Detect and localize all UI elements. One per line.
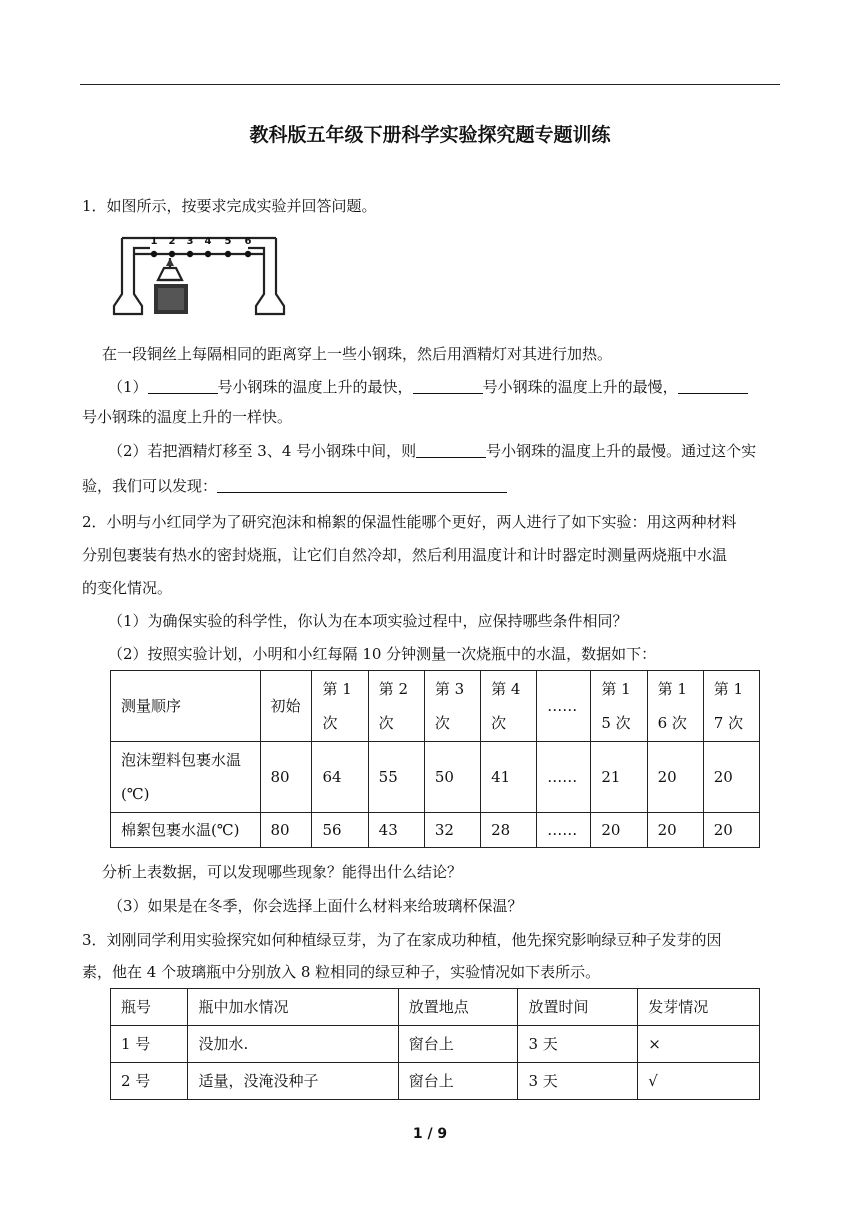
table-row: 棉絮包裹水温(℃) 80 56 43 32 28 …… 20 20 20: [111, 813, 760, 848]
water-temperature-table: [110, 670, 760, 848]
q2-sub3: （3）如果是在冬季，你会选择上面什么材料来给玻璃杯保温？: [108, 897, 523, 915]
bead-label-5: 5: [224, 236, 232, 247]
bead-label-3: 3: [186, 236, 194, 247]
q1-stem: 1．如图所示，按要求完成实验并回答问题。: [82, 197, 377, 215]
table-row: 泡沫塑料包裹水温(℃) 80 64 55 50 41 …… 21 20 20: [111, 742, 760, 813]
table-row: 2 号 适量，没淹没种子 窗台上 3 天 √: [111, 1063, 760, 1100]
q2-stem-line3: 的变化情况。: [82, 579, 173, 597]
q1-sub1-line2: 号小钢珠的温度上升的一样快。: [82, 408, 293, 426]
answer-blank-long[interactable]: [217, 478, 507, 493]
table-row: 1 号 没加水. 窗台上 3 天 ×: [111, 1026, 760, 1063]
q1-sub2-line1: （2）若把酒精灯移至 3、4 号小钢珠中间，则 号小钢珠的温度上升的最慢。通过这个实: [108, 442, 757, 460]
table-header-row: 测量顺序 初始 第 1 次 第 2 次 第 3 次 第 4 次 …… 第 15 次 第 16 次 第 17 次: [111, 671, 760, 742]
copper-wire-figure: [108, 230, 298, 320]
answer-blank[interactable]: [678, 379, 748, 394]
bead-label-2: 2: [168, 236, 176, 247]
page-number: 1 / 9: [412, 1126, 448, 1142]
q1-sub1-num: （1）: [108, 378, 148, 396]
answer-blank[interactable]: [413, 379, 483, 394]
answer-blank[interactable]: [148, 379, 218, 394]
bean-sprout-table: [110, 988, 760, 1100]
q1-description: 在一段铜丝上每隔相同的距离穿上一些小钢珠，然后用酒精灯对其进行加热。: [102, 345, 613, 363]
q2-stem-line2: 分别包裹装有热水的密封烧瓶，让它们自然冷却，然后利用温度计和计时器定时测量两烧瓶中水温: [82, 546, 728, 564]
bead-label-6: 6: [244, 236, 252, 247]
q3-stem-line1: 3．刘刚同学利用实验探究如何种植绿豆芽，为了在家成功种植，他先探究影响绿豆种子发芽的因: [82, 931, 722, 949]
table-header-row: 瓶号 瓶中加水情况 放置地点 放置时间 发芽情况: [111, 989, 760, 1026]
q2-stem-line1: 2．小明与小红同学为了研究泡沫和棉絮的保温性能哪个更好，两人进行了如下实验：用这两种材料: [82, 513, 737, 531]
header-rule: [80, 84, 780, 85]
q1-sub2-line2: 验，我们可以发现：: [82, 476, 782, 496]
bead-label-4: 4: [204, 236, 212, 247]
q2-analysis: 分析上表数据，可以发现哪些现象？能得出什么结论？: [102, 863, 463, 881]
bead-label-1: 1: [150, 236, 158, 247]
q1-sub1-line1: （1） 号小钢珠的温度上升的最快， 号小钢珠的温度上升的最慢，: [108, 377, 808, 397]
q2-sub1: （1）为确保实验的科学性，你认为在本项实验过程中，应保持哪些条件相同？: [108, 612, 628, 630]
page-title: 教科版五年级下册科学实验探究题专题训练: [249, 124, 611, 146]
answer-blank[interactable]: [416, 443, 486, 458]
q3-stem-line2: 素，他在 4 个玻璃瓶中分别放入 8 粒相同的绿豆种子，实验情况如下表所示。: [82, 963, 601, 981]
q2-sub2: （2）按照实验计划，小明和小红每隔 10 分钟测量一次烧瓶中的水温，数据如下：: [108, 645, 657, 663]
